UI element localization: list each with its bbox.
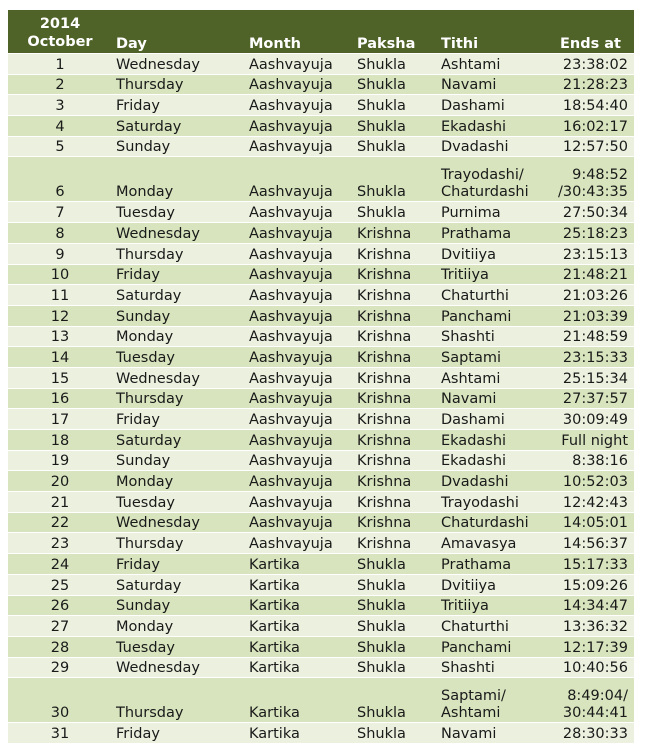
ends-at-cell	[547, 636, 634, 657]
tithi-cell-line: Navami	[441, 725, 497, 742]
header-month: Month	[245, 10, 353, 54]
date-cell: 8	[8, 223, 112, 244]
tithi-cell	[437, 595, 547, 616]
ends-at-cell	[547, 116, 634, 137]
date-cell: 16	[8, 388, 112, 409]
tithi-cell	[437, 512, 547, 533]
ends-at-cell-line: 21:28:23	[562, 77, 628, 94]
ends-at-cell-line: Full night	[561, 432, 628, 449]
paksha-cell: Shukla	[353, 157, 437, 202]
tithi-cell	[437, 678, 547, 723]
day-cell: Monday	[112, 471, 245, 492]
ends-at-cell	[547, 223, 634, 244]
paksha-cell: Krishna	[353, 492, 437, 513]
tithi-cell	[437, 554, 547, 575]
date-cell: 11	[8, 285, 112, 306]
paksha-cell: Shukla	[353, 202, 437, 223]
ends-at-cell	[547, 723, 634, 744]
tithi-cell-line: Trayodashi/	[441, 167, 524, 184]
month-cell: Aashvayuja	[245, 95, 353, 116]
table-row	[8, 54, 634, 75]
ends-at-cell	[547, 157, 634, 202]
day-cell: Wednesday	[112, 54, 245, 75]
month-cell: Aashvayuja	[245, 116, 353, 137]
table-row	[8, 723, 634, 744]
tithi-cell-line: Ashtami	[441, 370, 501, 387]
table-row	[8, 678, 634, 723]
ends-at-cell	[547, 450, 634, 471]
ends-at-cell-line: 15:17:33	[562, 556, 628, 573]
ends-at-cell	[547, 285, 634, 306]
month-cell: Aashvayuja	[245, 285, 353, 306]
paksha-cell: Krishna	[353, 285, 437, 306]
table-row	[8, 616, 634, 637]
date-cell: 24	[8, 554, 112, 575]
table-header	[8, 10, 634, 54]
ends-at-cell-line: 9:48:52	[572, 167, 628, 184]
tithi-cell-line: Prathama	[441, 556, 512, 573]
day-cell: Sunday	[112, 595, 245, 616]
date-cell: 1	[8, 54, 112, 75]
day-cell: Thursday	[112, 533, 245, 554]
tithi-cell-line: Ekadashi	[441, 118, 507, 135]
day-cell: Sunday	[112, 136, 245, 157]
month-cell: Kartika	[245, 678, 353, 723]
month-cell: Kartika	[245, 554, 353, 575]
paksha-cell: Krishna	[353, 243, 437, 264]
day-cell: Friday	[112, 264, 245, 285]
table-row	[8, 657, 634, 678]
ends-at-cell	[547, 367, 634, 388]
tithi-cell-line: Purnima	[441, 205, 501, 222]
paksha-cell: Krishna	[353, 305, 437, 326]
table-row	[8, 636, 634, 657]
ends-at-cell-line: 12:42:43	[562, 494, 628, 511]
table-row	[8, 450, 634, 471]
ends-at-cell	[547, 595, 634, 616]
paksha-cell: Shukla	[353, 616, 437, 637]
ends-at-cell-line: 25:15:34	[562, 370, 628, 387]
table-row	[8, 264, 634, 285]
ends-at-cell-line: 25:18:23	[562, 225, 628, 242]
day-cell: Wednesday	[112, 223, 245, 244]
month-cell: Aashvayuja	[245, 409, 353, 430]
date-cell: 27	[8, 616, 112, 637]
tithi-cell	[437, 723, 547, 744]
month-cell: Aashvayuja	[245, 367, 353, 388]
ends-at-cell-line: /30:43:35	[557, 184, 628, 201]
date-cell: 6	[8, 157, 112, 202]
ends-at-cell	[547, 305, 634, 326]
date-cell: 17	[8, 409, 112, 430]
tithi-cell-line: Ekadashi	[441, 453, 507, 470]
table-row	[8, 116, 634, 137]
ends-at-cell	[547, 243, 634, 264]
month-cell: Aashvayuja	[245, 512, 353, 533]
ends-at-cell	[547, 74, 634, 95]
day-cell: Tuesday	[112, 202, 245, 223]
tithi-cell-line: Dvadashi	[441, 474, 509, 491]
ends-at-cell-line: 21:03:39	[562, 308, 628, 325]
date-cell: 3	[8, 95, 112, 116]
date-cell: 29	[8, 657, 112, 678]
paksha-cell: Shukla	[353, 136, 437, 157]
month-cell: Aashvayuja	[245, 326, 353, 347]
date-cell: 15	[8, 367, 112, 388]
tithi-cell	[437, 136, 547, 157]
tithi-cell	[437, 305, 547, 326]
month-cell: Aashvayuja	[245, 305, 353, 326]
paksha-cell: Shukla	[353, 116, 437, 137]
tithi-cell	[437, 95, 547, 116]
date-cell: 14	[8, 347, 112, 368]
day-cell: Monday	[112, 616, 245, 637]
tithi-cell-line: Saptami	[441, 349, 502, 366]
header-month-name: October	[27, 34, 93, 50]
paksha-cell: Shukla	[353, 95, 437, 116]
header-date	[8, 10, 112, 54]
month-cell: Aashvayuja	[245, 388, 353, 409]
paksha-cell: Shukla	[353, 54, 437, 75]
table-row	[8, 305, 634, 326]
tithi-cell	[437, 202, 547, 223]
tithi-cell	[437, 285, 547, 306]
ends-at-cell	[547, 54, 634, 75]
header-row	[8, 10, 634, 54]
month-cell: Aashvayuja	[245, 74, 353, 95]
day-cell: Wednesday	[112, 512, 245, 533]
table-row	[8, 512, 634, 533]
ends-at-cell-line: 30:09:49	[562, 412, 628, 428]
date-cell: 23	[8, 533, 112, 554]
tithi-cell-line: Chaturthi	[441, 618, 509, 635]
date-cell: 28	[8, 636, 112, 657]
day-cell: Wednesday	[112, 367, 245, 388]
day-cell: Friday	[112, 95, 245, 116]
month-cell: Aashvayuja	[245, 243, 353, 264]
tithi-cell-line: Tritiiya	[441, 598, 489, 615]
paksha-cell: Shukla	[353, 723, 437, 744]
ends-at-cell	[547, 326, 634, 347]
month-cell: Kartika	[245, 595, 353, 616]
month-cell: Kartika	[245, 657, 353, 678]
day-cell: Thursday	[112, 243, 245, 264]
table-row	[8, 554, 634, 575]
date-cell: 26	[8, 595, 112, 616]
date-cell: 30	[8, 678, 112, 723]
day-cell: Friday	[112, 723, 245, 744]
day-cell: Saturday	[112, 116, 245, 137]
ends-at-cell	[547, 512, 634, 533]
ends-at-cell-line: 14:34:47	[562, 598, 628, 615]
date-cell: 7	[8, 202, 112, 223]
month-cell: Kartika	[245, 616, 353, 637]
paksha-cell: Krishna	[353, 264, 437, 285]
tithi-cell	[437, 264, 547, 285]
ends-at-cell-line: 21:48:21	[562, 267, 628, 284]
table-row	[8, 409, 634, 430]
paksha-cell: Krishna	[353, 512, 437, 533]
tithi-cell	[437, 367, 547, 388]
table-row	[8, 136, 634, 157]
month-cell: Aashvayuja	[245, 136, 353, 157]
ends-at-cell	[547, 347, 634, 368]
tithi-cell-line: Dashami	[441, 98, 505, 115]
ends-at-cell-line: 16:02:17	[562, 118, 628, 135]
header-day: Day	[112, 10, 245, 54]
tithi-cell	[437, 471, 547, 492]
day-cell: Friday	[112, 554, 245, 575]
tithi-cell-line: Amavasya	[441, 536, 517, 553]
ends-at-cell-line: 21:03:26	[562, 287, 628, 304]
month-cell: Aashvayuja	[245, 347, 353, 368]
tithi-cell	[437, 223, 547, 244]
ends-at-cell-line: 10:40:56	[562, 660, 628, 677]
month-cell: Aashvayuja	[245, 430, 353, 451]
table-body	[8, 54, 634, 744]
tithi-cell	[437, 636, 547, 657]
panchang-table-container	[8, 10, 634, 744]
tithi-cell	[437, 450, 547, 471]
table-row	[8, 326, 634, 347]
ends-at-cell-line: 23:38:02	[562, 56, 628, 73]
date-cell: 19	[8, 450, 112, 471]
month-cell: Aashvayuja	[245, 471, 353, 492]
tithi-cell-line: Ashtami	[441, 56, 501, 73]
ends-at-cell-line: 12:17:39	[562, 639, 628, 656]
ends-at-cell-line: 15:09:26	[562, 577, 628, 594]
table-row	[8, 533, 634, 554]
table-row	[8, 202, 634, 223]
table-row	[8, 367, 634, 388]
paksha-cell: Shukla	[353, 678, 437, 723]
ends-at-cell-line: 12:57:50	[562, 139, 628, 156]
day-cell: Monday	[112, 326, 245, 347]
date-cell: 4	[8, 116, 112, 137]
ends-at-cell-line: 14:56:37	[562, 536, 628, 553]
tithi-cell	[437, 326, 547, 347]
ends-at-cell-line: 27:37:57	[562, 391, 628, 408]
month-cell: Aashvayuja	[245, 264, 353, 285]
ends-at-cell-line: 8:49:04/	[567, 688, 628, 705]
paksha-cell: Krishna	[353, 223, 437, 244]
paksha-cell: Shukla	[353, 74, 437, 95]
tithi-cell-line: Chaturdashi	[441, 184, 529, 201]
date-cell: 22	[8, 512, 112, 533]
table-row	[8, 595, 634, 616]
day-cell: Thursday	[112, 388, 245, 409]
ends-at-cell-line: 18:54:40	[562, 98, 628, 115]
month-cell: Aashvayuja	[245, 157, 353, 202]
day-cell: Tuesday	[112, 636, 245, 657]
tithi-cell	[437, 657, 547, 678]
ends-at-cell	[547, 533, 634, 554]
tithi-cell-line: Ashtami	[441, 705, 501, 722]
tithi-cell-line: Tritiiya	[441, 267, 489, 284]
ends-at-cell	[547, 471, 634, 492]
day-cell: Thursday	[112, 74, 245, 95]
table-row	[8, 95, 634, 116]
date-cell: 5	[8, 136, 112, 157]
ends-at-cell	[547, 264, 634, 285]
table-row	[8, 223, 634, 244]
header-tithi: Tithi	[437, 10, 547, 54]
paksha-cell: Shukla	[353, 574, 437, 595]
day-cell: Tuesday	[112, 492, 245, 513]
day-cell: Sunday	[112, 305, 245, 326]
paksha-cell: Krishna	[353, 533, 437, 554]
paksha-cell: Krishna	[353, 367, 437, 388]
table-row	[8, 347, 634, 368]
date-cell: 12	[8, 305, 112, 326]
tithi-cell-line: Saptami/	[441, 688, 506, 705]
table-row	[8, 574, 634, 595]
paksha-cell: Krishna	[353, 326, 437, 347]
tithi-cell	[437, 388, 547, 409]
tithi-cell-line: Navami	[441, 391, 497, 408]
ends-at-cell	[547, 202, 634, 223]
date-cell: 20	[8, 471, 112, 492]
paksha-cell: Krishna	[353, 388, 437, 409]
ends-at-cell	[547, 136, 634, 157]
tithi-cell-line: Ekadashi	[441, 432, 507, 449]
paksha-cell: Shukla	[353, 636, 437, 657]
header-paksha: Paksha	[353, 10, 437, 54]
paksha-cell: Shukla	[353, 595, 437, 616]
table-row	[8, 492, 634, 513]
month-cell: Aashvayuja	[245, 492, 353, 513]
date-cell: 9	[8, 243, 112, 264]
tithi-cell-line: Dashami	[441, 412, 505, 428]
day-cell: Sunday	[112, 450, 245, 471]
day-cell: Saturday	[112, 430, 245, 451]
paksha-cell: Krishna	[353, 409, 437, 430]
tithi-cell	[437, 347, 547, 368]
paksha-cell: Krishna	[353, 347, 437, 368]
table-row	[8, 471, 634, 492]
table-row	[8, 243, 634, 264]
header-ends-at: Ends at	[547, 10, 634, 54]
day-cell: Monday	[112, 157, 245, 202]
table-row	[8, 74, 634, 95]
ends-at-cell-line: 28:30:33	[562, 725, 628, 742]
day-cell: Saturday	[112, 285, 245, 306]
tithi-cell-line: Dvitiiya	[441, 246, 496, 263]
ends-at-cell	[547, 409, 634, 430]
month-cell: Aashvayuja	[245, 202, 353, 223]
month-cell: Aashvayuja	[245, 54, 353, 75]
month-cell: Kartika	[245, 574, 353, 595]
ends-at-cell-line: 30:44:41	[562, 705, 628, 722]
paksha-cell: Krishna	[353, 430, 437, 451]
tithi-cell	[437, 74, 547, 95]
ends-at-cell-line: 21:48:59	[562, 329, 628, 346]
paksha-cell: Shukla	[353, 657, 437, 678]
month-cell: Aashvayuja	[245, 450, 353, 471]
tithi-cell-line: Prathama	[441, 225, 512, 242]
tithi-cell-line: Trayodashi	[441, 494, 519, 511]
tithi-cell-line: Shashti	[441, 329, 495, 346]
tithi-cell	[437, 54, 547, 75]
tithi-cell-line: Navami	[441, 77, 497, 94]
paksha-cell: Krishna	[353, 450, 437, 471]
ends-at-cell	[547, 657, 634, 678]
paksha-cell: Shukla	[353, 554, 437, 575]
ends-at-cell-line: 13:36:32	[562, 618, 628, 635]
ends-at-cell-line: 8:38:16	[572, 453, 628, 470]
tithi-cell-line: Dvadashi	[441, 139, 509, 156]
tithi-cell-line: Chaturthi	[441, 287, 509, 304]
ends-at-cell	[547, 678, 634, 723]
day-cell: Thursday	[112, 678, 245, 723]
header-year: 2014	[39, 16, 81, 32]
tithi-cell	[437, 409, 547, 430]
ends-at-cell	[547, 554, 634, 575]
date-cell: 2	[8, 74, 112, 95]
tithi-cell-line: Panchami	[441, 308, 512, 325]
ends-at-cell-line: 27:50:34	[562, 205, 628, 222]
ends-at-cell	[547, 574, 634, 595]
month-cell: Kartika	[245, 636, 353, 657]
day-cell: Wednesday	[112, 657, 245, 678]
tithi-cell	[437, 116, 547, 137]
date-cell: 18	[8, 430, 112, 451]
day-cell: Friday	[112, 409, 245, 430]
table-row	[8, 430, 634, 451]
ends-at-cell-line: 14:05:01	[562, 515, 628, 532]
ends-at-cell	[547, 95, 634, 116]
panchang-table	[8, 10, 634, 744]
day-cell: Tuesday	[112, 347, 245, 368]
ends-at-cell-line: 23:15:33	[562, 349, 628, 366]
month-cell: Aashvayuja	[245, 533, 353, 554]
ends-at-cell-line: 23:15:13	[562, 246, 628, 263]
ends-at-cell	[547, 430, 634, 451]
tithi-cell	[437, 616, 547, 637]
tithi-cell	[437, 492, 547, 513]
date-cell: 21	[8, 492, 112, 513]
date-cell: 31	[8, 723, 112, 744]
tithi-cell-line: Shashti	[441, 660, 495, 677]
day-cell: Saturday	[112, 574, 245, 595]
table-row	[8, 285, 634, 306]
tithi-cell	[437, 430, 547, 451]
tithi-cell	[437, 533, 547, 554]
tithi-cell-line: Dvitiiya	[441, 577, 496, 594]
ends-at-cell	[547, 388, 634, 409]
tithi-cell	[437, 574, 547, 595]
table-row	[8, 157, 634, 202]
ends-at-cell-line: 10:52:03	[562, 474, 628, 491]
date-cell: 25	[8, 574, 112, 595]
ends-at-cell	[547, 616, 634, 637]
tithi-cell	[437, 157, 547, 202]
date-cell: 10	[8, 264, 112, 285]
ends-at-cell	[547, 492, 634, 513]
month-cell: Aashvayuja	[245, 223, 353, 244]
date-cell: 13	[8, 326, 112, 347]
tithi-cell	[437, 243, 547, 264]
month-cell: Kartika	[245, 723, 353, 744]
tithi-cell-line: Panchami	[441, 639, 512, 656]
table-row	[8, 388, 634, 409]
paksha-cell: Krishna	[353, 471, 437, 492]
tithi-cell-line: Chaturdashi	[441, 515, 529, 532]
